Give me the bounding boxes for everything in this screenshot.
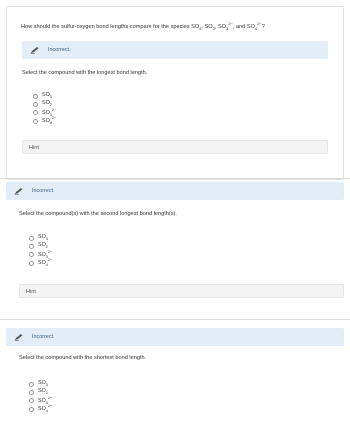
radio-button[interactable] (33, 102, 38, 107)
hint-button-1[interactable]: Hint (22, 140, 328, 154)
pencil-icon (14, 333, 24, 341)
option-so3-2minus[interactable]: $SO_3^{2-}$ (29, 251, 52, 259)
pencil-icon (30, 46, 40, 54)
part-3-prompt: Select the compound with the shortest bond length. (19, 355, 147, 361)
pencil-icon (14, 187, 24, 195)
feedback-banner-2 (6, 182, 344, 200)
option-so4-2minus[interactable]: $SO_4^{2-}$ (29, 259, 52, 267)
radio-button[interactable] (29, 398, 34, 403)
option-so4-2minus[interactable]: $SO_4^{2-}$ (29, 405, 52, 413)
feedback-text: Incorrect. (32, 334, 55, 340)
option-so3[interactable]: $SO_3$ (29, 380, 52, 388)
option-so3[interactable]: $SO_3$ (33, 92, 56, 100)
radio-button[interactable] (29, 261, 34, 266)
part-1-options (33, 92, 56, 126)
option-so3[interactable]: $SO_3$ (29, 234, 52, 242)
option-so4-2minus[interactable]: $SO_4^{2-}$ (33, 117, 56, 125)
radio-button[interactable] (29, 244, 34, 249)
feedback-banner-1 (22, 41, 328, 59)
radio-button[interactable] (29, 252, 34, 257)
radio-button[interactable] (33, 119, 38, 124)
hint-button-2[interactable]: Hint (19, 284, 344, 298)
part-1-prompt: Select the compound with the longest bond length. (22, 70, 148, 76)
radio-button[interactable] (29, 407, 34, 412)
feedback-banner-3 (6, 328, 344, 346)
section-divider (0, 319, 350, 320)
option-so2[interactable]: $SO_2$ (29, 242, 52, 250)
part-3-options (29, 380, 52, 414)
option-so2[interactable]: $SO_2$ (33, 100, 56, 108)
radio-button[interactable] (29, 236, 34, 241)
option-so2[interactable]: $SO_2$ (29, 388, 52, 396)
radio-button[interactable] (29, 382, 34, 387)
feedback-text: Incorrect. (48, 47, 71, 53)
option-so3-2minus[interactable]: $SO_3^{2-}$ (29, 397, 52, 405)
radio-button[interactable] (33, 110, 38, 115)
section-divider (0, 178, 350, 179)
radio-button[interactable] (33, 94, 38, 99)
part-2-options (29, 234, 52, 268)
part-2-prompt: Select the compound(s) with the second longest bond length(s). (19, 211, 177, 217)
question-text: How should the sulfur-oxygen bond lengths compare for the species $SO_3$, $SO_2$, $SO_3^{2-}$, and $SO_4^{2-}$? (21, 21, 265, 31)
feedback-text: Incorrect. (32, 188, 55, 194)
option-so3-2minus[interactable]: $SO_3^{2-}$ (33, 109, 56, 117)
radio-button[interactable] (29, 390, 34, 395)
